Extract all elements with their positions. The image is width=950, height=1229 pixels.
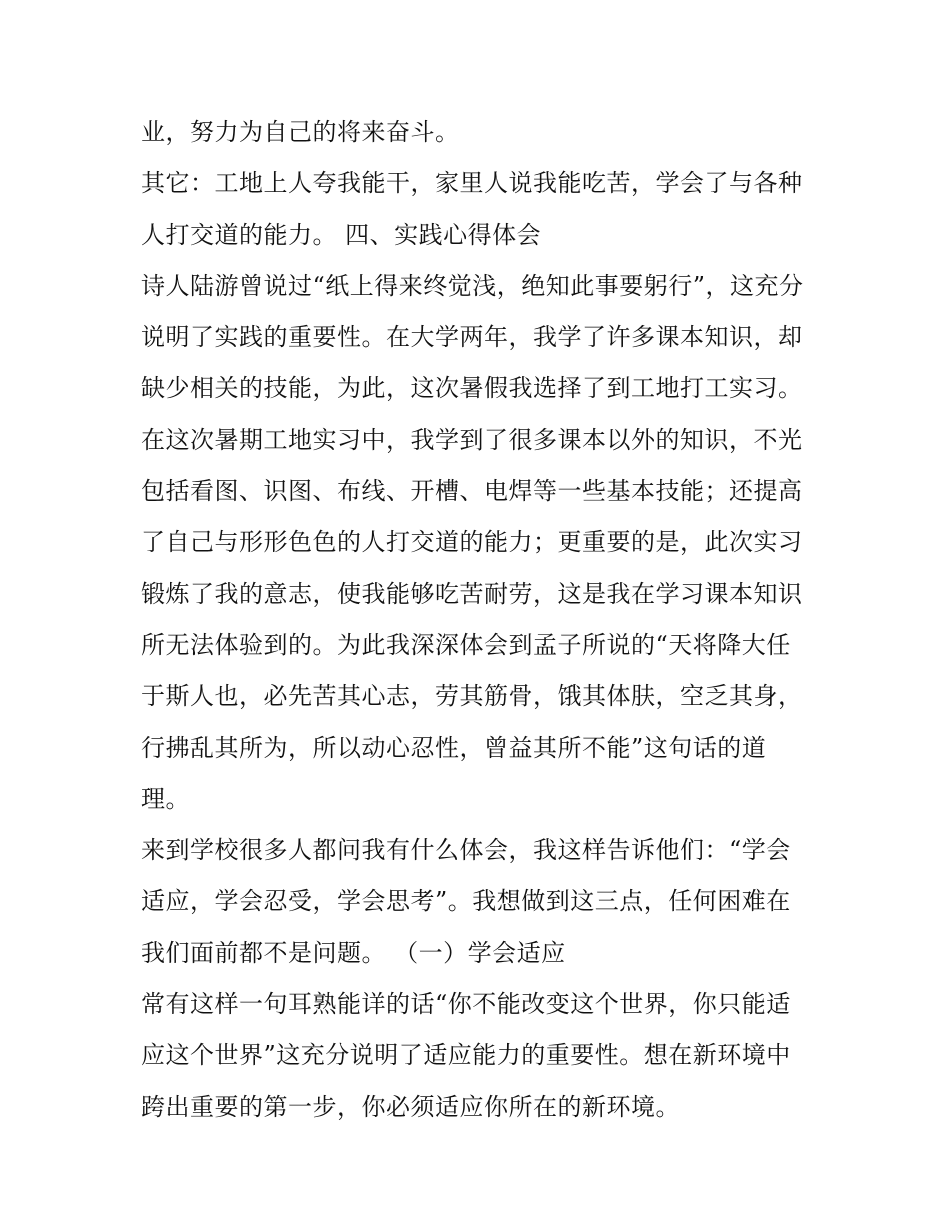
text-line: 理。: [141, 784, 190, 813]
text-line: 缺少相关的技能，为此，这次暑假我选择了到工地打工实习。: [141, 374, 803, 403]
text-line: 跨出重要的第一步，你必须适应你所在的新环境。: [141, 1092, 680, 1121]
text-line: 诗人陆游曾说过“纸上得来终觉浅，绝知此事要躬行”，这充分: [141, 271, 804, 300]
text-line: 适应，学会忍受，学会思考”。我想做到这三点，任何困难在: [141, 887, 791, 916]
text-line: 于斯人也，必先苦其心志，劳其筋骨，饿其体肤，空乏其身，: [141, 682, 803, 711]
text-line: 行拂乱其所为，所以动心忍性，曾益其所不能”这句话的道: [141, 733, 767, 762]
text-line: 在这次暑期工地实习中，我学到了很多课本以外的知识，不光: [141, 425, 803, 454]
text-line: 来到学校很多人都问我有什么体会，我这样告诉他们：“学会: [141, 836, 791, 865]
document-body: [141, 107, 821, 1133]
text-line: 常有这样一句耳熟能详的话“你不能改变这个世界，你只能适: [141, 990, 791, 1019]
text-line: 我们面前都不是问题。 （一）学会适应: [141, 938, 566, 967]
text-line: 所无法体验到的。为此我深深体会到孟子所说的“天将降大任: [141, 630, 791, 659]
text-line: 包括看图、识图、布线、开槽、电焊等一些基本技能；还提高: [141, 477, 803, 506]
text-line: 业，努力为自己的将来奋斗。: [141, 118, 460, 146]
text-line: 人打交道的能力。 四、实践心得体会: [141, 220, 542, 249]
text-line: 其它：工地上人夸我能干，家里人说我能吃苦，学会了与各种: [141, 169, 803, 198]
text-line: 应这个世界”这充分说明了适应能力的重要性。想在新环境中: [141, 1041, 791, 1070]
text-line: 锻炼了我的意志，使我能够吃苦耐劳，这是我在学习课本知识: [141, 579, 803, 608]
text-line: 了自己与形形色色的人打交道的能力；更重要的是，此次实习: [141, 528, 803, 557]
text-line: 说明了实践的重要性。在大学两年，我学了许多课本知识，却: [141, 323, 803, 352]
